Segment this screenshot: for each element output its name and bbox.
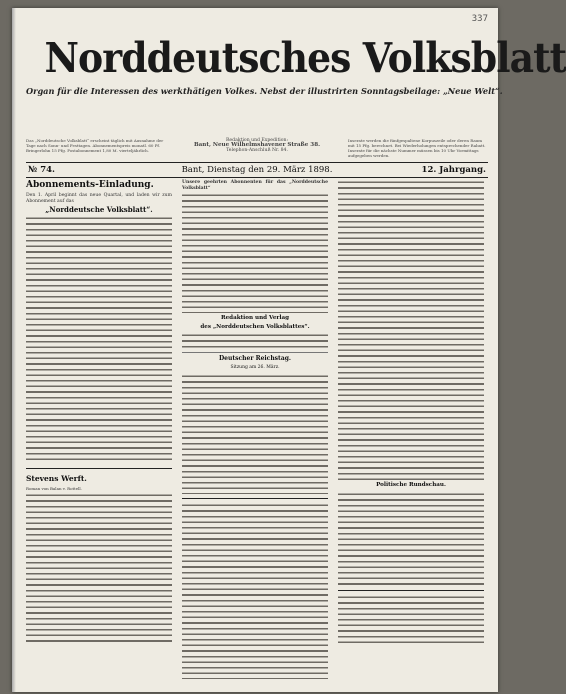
story-heading: Stevens Werft. [26, 473, 87, 483]
newspaper-subtitle: Organ für die Interessen des werkthätigen Volkes. Nebst der illustrirten Sonntagsbeilage: „Neue Welt“. [26, 86, 503, 96]
issue-number: № 74. [28, 165, 55, 175]
newspaper-page [12, 8, 566, 692]
divider [338, 590, 484, 591]
note-body-text [182, 193, 328, 313]
signature-body-text [182, 333, 328, 349]
story-body-text [26, 493, 172, 643]
misc-body-text [338, 595, 484, 643]
editorial-office-info [176, 138, 338, 160]
signature-title: Redaktion und Verlag [220, 315, 290, 322]
volume: 12. Jahrgang. [421, 165, 486, 175]
page-binding-edge [12, 8, 16, 692]
editorial-office-address: Bant, Neue Wilhelmshavener Straße 38. [193, 142, 321, 148]
subscription-info: Das „Norddeutsche Volksblatt“ erscheint täglich mit Ausnahme der Tage nach Sonn- und Festtagen. Abonnementspreis monatl. 60 Pf. Bringerlohn 15 Pfg. Postabonnement 1,80 M. vierteljährlich. [26, 138, 164, 153]
story-continued-text [182, 503, 328, 679]
dateline [26, 162, 488, 178]
divider [182, 352, 328, 353]
reichstag-heading: Deutscher Reichstag. [218, 355, 292, 363]
newspaper-title: Norddeutsches Volksblatt [44, 34, 566, 82]
politics-body-text [338, 180, 484, 480]
subscription-body-text [26, 216, 172, 464]
column-2 [182, 180, 328, 679]
advertising-info: Inserate werden die fünfgespaltene Korpuszeile oder deren Raum mit 15 Pfg. berechnet. Bei Wiederholungen entsprechender Rabatt. Inserate für die nächste Nummer müssen bis 10 Uhr Vormittags aufgegeben werden. [348, 138, 486, 158]
masthead [26, 34, 566, 132]
politics-continued-text [338, 492, 484, 586]
column-3 [338, 180, 484, 643]
signature-name: des „Norddeutschen Volksblattes“. [200, 323, 310, 330]
reichstag-body-text [182, 374, 328, 494]
subscription-note: Unsere geehrten Abonnenten für das „Norddeutsche Volksblatt“ [182, 180, 328, 191]
divider [182, 498, 328, 499]
page-number: 337 [471, 14, 488, 24]
editorial-office-phone: Telephon-Anschluß Nr. 84. [226, 148, 288, 153]
info-bar [26, 138, 488, 160]
subscription-intro: Den 1. April beginnt das neue Quartal, und laden wir zum Abonnement auf das [26, 193, 172, 204]
reichstag-session: Sitzung am 26. März. [230, 364, 280, 370]
subscription-heading: Abonnements-Einladung. [26, 180, 154, 190]
column-1 [26, 180, 172, 643]
issue-date: Bant, Dienstag den 29. März 1898. [181, 165, 333, 175]
editorial-office-title: Redaktion und Expedition: [225, 138, 289, 143]
divider [26, 468, 172, 469]
politics-heading: Politische Rundschau. [376, 482, 446, 488]
paper-name: „Norddeutsche Volksblatt“. [45, 205, 153, 215]
story-author: Roman von Balan v. Rottell. [26, 485, 82, 491]
